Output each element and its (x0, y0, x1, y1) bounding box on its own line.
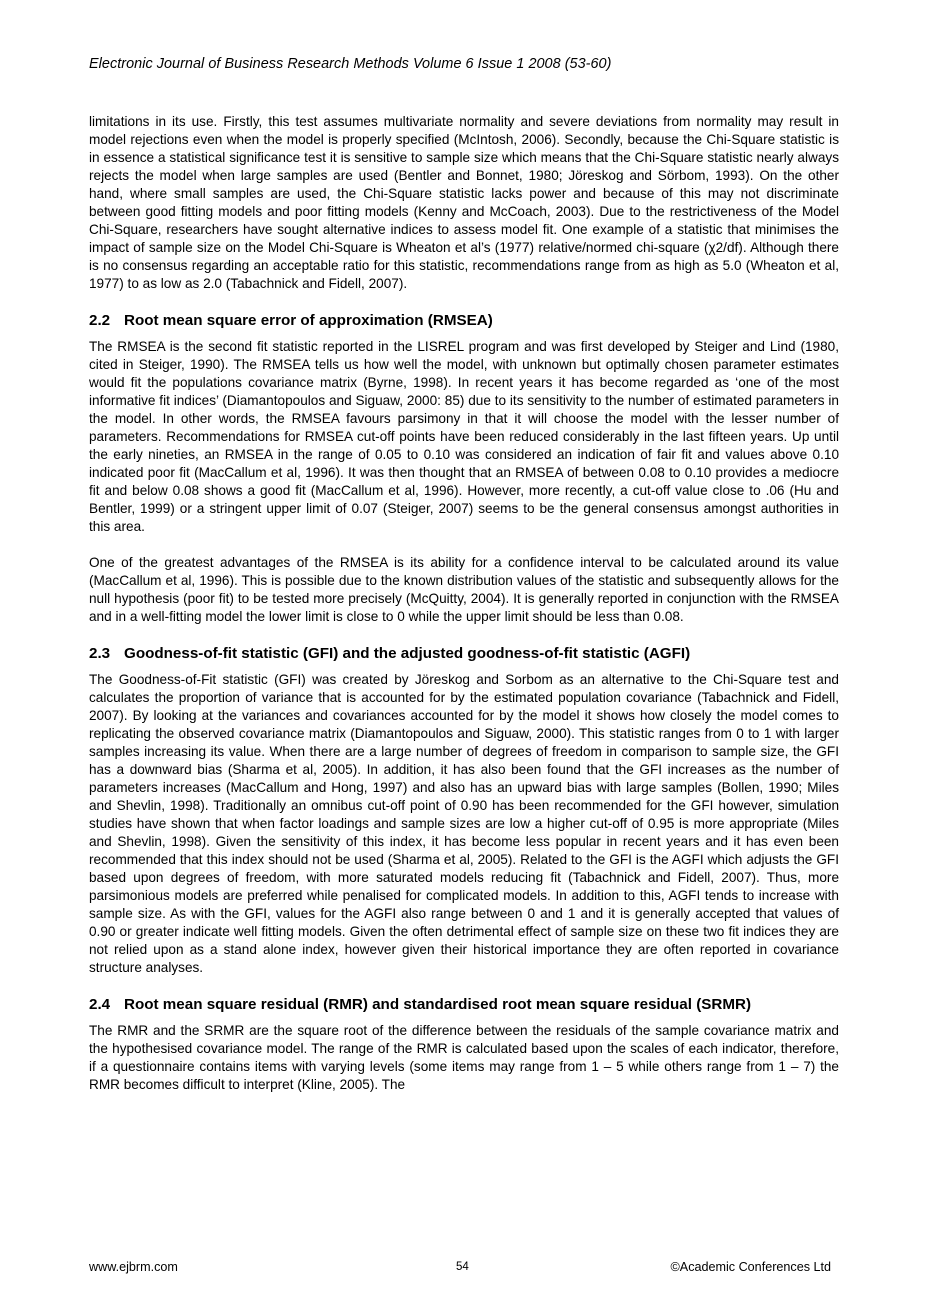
body-paragraph: The Goodness-of-Fit statistic (GFI) was created by Jöreskog and Sorbom as an alternative to the Chi-Square test and calculates the proportion of variance that is accounted for by the estimated population covariance (Tabachnick and Fidell, 2007). By looking at the variances and covariances accounted for by the model it shows how closely the model comes to replicating the observed covariance matrix (Diamantopoulos and Siguaw, 2000). This statistic ranges from 0 to 1 with larger samples increasing its value. When there are a large number of degrees of freedom in comparison to sample size, the GFI has a downward bias (Sharma et al, 2005). In addition, it has also been found that the GFI increases as the number of parameters increases (MacCallum and Hong, 1997) and also has an upward bias with large samples (Bollen, 1990; Miles and Shevlin, 1998). Traditionally an omnibus cut-off point of 0.90 has been recommended for the GFI however, simulation studies have shown that when factor loadings and sample sizes are low a higher cut-off of 0.95 is more appropriate (Miles and Shevlin, 1998). Given the sensitivity of this index, it has become less popular in recent years and it has even been recommended that this index should not be used (Sharma et al, 2005). Related to the GFI is the AGFI which adjusts the GFI based upon degrees of freedom, with more saturated models reducing fit (Tabachnick and Fidell, 2007). Thus, more parsimonious models are preferred while penalised for complicated models. In addition to this, AGFI tends to increase with sample size. As with the GFI, values for the AGFI also range between 0 and 1 and it is generally accepted that values of 0.90 or greater indicate well fitting models. Given the often detrimental effect of sample size on these two fit indices they are not relied upon as a stand alone index, however given their historical importance they are often reported in covariance structure analyses. (89, 672, 839, 975)
section-title: Root mean square residual (RMR) and standardised root mean square residual (SRMR) (124, 996, 752, 1013)
section-number: 2.4 (89, 996, 111, 1013)
section-title: Root mean square error of approximation (RMSEA) (124, 312, 493, 329)
section-rmr-srmr (89, 995, 839, 1094)
footer-copyright: ©Academic Conferences Ltd (670, 1260, 831, 1274)
page-number: 54 (456, 1261, 469, 1273)
intro-paragraph: limitations in its use. Firstly, this test assumes multivariate normality and severe deviations from normality may result in model rejections even when the model is properly specified (McIntosh, 2006). Secondly, because the Chi-Square statistic is in essence a statistical significance test it is sensitive to sample size which means that the Chi-Square statistic nearly always rejects the model when large samples are used (Bentler and Bonnet, 1980; Jöreskog and Sörbom, 1993). On the other hand, where small samples are used, the Chi-Square statistic lacks power and because of this may not discriminate between good fitting models and poor fitting models (Kenny and McCoach, 2003). Due to the restrictiveness of the Model Chi-Square, researchers have sought alternative indices to assess model fit. One example of a statistic that minimises the impact of sample size on the Model Chi-Square is Wheaton et al’s (1977) relative/normed chi-square (χ2/df). Although there is no consensus regarding an acceptable ratio for this statistic, recommendations range from as high as 5.0 (Wheaton et al, 1977) to as low as 2.0 (Tabachnick and Fidell, 2007). (89, 114, 839, 291)
body-paragraph: One of the greatest advantages of the RMSEA is its ability for a confidence interval to be calculated around its value (MacCallum et al, 1996). This is possible due to the known distribution values of the statistic and subsequently allows for the null hypothesis (poor fit) to be tested more precisely (McQuitty, 2004). It is generally reported in conjunction with the RMSEA and in a well-fitting model the lower limit is close to 0 while the upper limit should be less than 0.08. (89, 555, 839, 624)
section-heading (89, 311, 839, 330)
section-gfi-agfi (89, 644, 839, 977)
section-heading (89, 644, 839, 663)
body-paragraph: The RMR and the SRMR are the square root of the difference between the residuals of the sample covariance matrix and the hypothesised covariance model. The range of the RMR is calculated based upon the scales of each indicator, therefore, if a questionnaire contains items with varying levels (some items may range from 1 – 5 while others range from 1 – 7) the RMR becomes difficult to interpret (Kline, 2005). The (89, 1023, 839, 1092)
section-title: Goodness-of-fit statistic (GFI) and the adjusted goodness-of-fit statistic (AGFI) (124, 645, 691, 662)
section-rmsea (89, 311, 839, 626)
running-header: Electronic Journal of Business Research Methods Volume 6 Issue 1 2008 (53-60) (89, 56, 612, 72)
footer-website-link[interactable]: www.ejbrm.com (89, 1260, 178, 1274)
body-paragraph: The RMSEA is the second fit statistic reported in the LISREL program and was first developed by Steiger and Lind (1980, cited in Steiger, 1990). The RMSEA tells us how well the model, with unknown but optimally chosen parameter estimates would fit the populations covariance matrix (Byrne, 1998). In recent years it has become regarded as ‘one of the most informative fit indices’ (Diamantopoulos and Siguaw, 2000: 85) due to its sensitivity to the number of estimated parameters in the model. In other words, the RMSEA favours parsimony in that it will choose the model with the lesser number of parameters. Recommendations for RMSEA cut-off points have been reduced considerably in the last fifteen years. Up until the early nineties, an RMSEA in the range of 0.05 to 0.10 was considered an indication of fair fit and values above 0.10 indicated poor fit (MacCallum et al, 1996). It was then thought that an RMSEA of between 0.08 to 0.10 provides a mediocre fit and below 0.08 shows a good fit (MacCallum et al, 1996). However, more recently, a cut-off value close to .06 (Hu and Bentler, 1999) or a stringent upper limit of 0.07 (Steiger, 2007) seems to be the general consensus amongst authorities in this area. (89, 339, 839, 534)
section-number: 2.3 (89, 645, 111, 662)
section-heading (89, 995, 839, 1014)
section-number: 2.2 (89, 312, 111, 329)
article-body (89, 113, 839, 1094)
